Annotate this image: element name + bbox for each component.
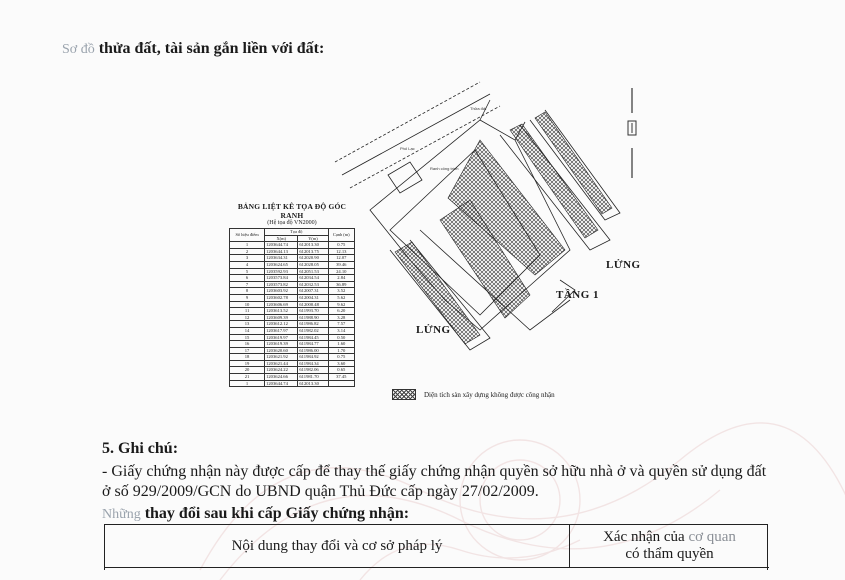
header-faded-prefix: Sơ đồ [62,42,95,57]
y-coord-cell: 611988.90 [298,314,328,321]
x-coord-cell: 1203619.39 [265,341,298,348]
y-coord-cell: 612013.75 [298,248,328,255]
y-coord-cell: 612013.30 [298,380,328,387]
length-cell: 2.84 [328,275,354,282]
x-coord-cell: 1203602.78 [265,294,298,301]
confirm-header-line1-faded: cơ quan [688,529,736,545]
svg-text:Thửa đất: Thửa đất [470,106,487,111]
notes-text: - Giấy chứng nhận này được cấp để thay thế giấy chứng nhận quyền sở hữu nhà ở và quyền sử dụng đất ở số 929/2009/GCN do UBND quận Thủ Đức cấp ngày 27/02/2009. [102,463,767,500]
y-coord-cell: 612007.31 [298,288,328,295]
confirm-header-line1-a: Xác nhận của [603,529,689,545]
sketch-legend [392,389,555,400]
point-id-cell: 5 [230,268,265,275]
length-cell: 3.28 [328,314,354,321]
point-id-cell: 7 [230,281,265,288]
point-id-cell: 13 [230,321,265,328]
y-coord-cell: 611984.45 [298,334,328,341]
point-id-cell: 12 [230,314,265,321]
length-cell: 12.07 [328,255,354,262]
point-id-cell: 10 [230,301,265,308]
north-arrow-icon [622,88,642,178]
x-coord-cell: 1203624.65 [265,261,298,268]
point-id-cell: 4 [230,261,265,268]
x-coord-cell: 1203644.74 [265,380,298,387]
point-id-cell: 21 [230,374,265,381]
label-lung-left: LỬNG [416,324,451,336]
point-id-cell: 17 [230,347,265,354]
length-cell: 5.62 [328,294,354,301]
notes-title: 5. Ghi chú: [102,440,179,457]
point-id-cell: 15 [230,334,265,341]
length-cell: 0.75 [328,242,354,249]
y-coord-cell: 611982.02 [298,327,328,334]
header-title: thửa đất, tài sản gắn liền với đất: [98,40,325,57]
confirm-header-line1 [603,529,736,546]
length-cell: 36.89 [328,281,354,288]
x-coord-cell: 1203612.12 [265,321,298,328]
x-coord-cell: 1203621.92 [265,354,298,361]
confirm-header-line2: có thẩm quyền [625,546,714,562]
y-coord-cell: 612004.31 [298,294,328,301]
col-x-header: X(m) [265,235,298,242]
point-id-cell: 1 [230,380,265,387]
y-coord-cell: 611986.82 [298,321,328,328]
y-coord-cell: 612051.53 [298,268,328,275]
x-coord-cell: 1203613.52 [265,308,298,315]
length-cell: 37.45 [328,374,354,381]
col-coord-header: Tọa độ [265,229,328,236]
length-cell: 1.60 [328,341,354,348]
legend-text: Diện tích sàn xây dựng không được công nhận [424,390,555,399]
y-coord-cell: 612020.90 [298,255,328,262]
length-cell: 0.75 [328,354,354,361]
changes-col-content-header: Nội dung thay đổi và cơ sở pháp lý [105,525,570,567]
changes-title [102,505,409,523]
point-id-cell: 2 [230,248,265,255]
label-tang-1: TẦNG 1 [556,289,600,301]
x-coord-cell: 1203573.84 [265,275,298,282]
col-y-header: Y(m) [298,235,328,242]
x-coord-cell: 1203606.69 [265,301,298,308]
y-coord-cell: 612032.53 [298,281,328,288]
y-coord-cell: 611993.70 [298,308,328,315]
length-cell: 3.52 [328,288,354,295]
x-coord-cell: 1203621.44 [265,360,298,367]
length-cell [328,380,354,387]
length-cell: 12.13 [328,248,354,255]
changes-table-divider [105,567,769,568]
point-id-cell: 20 [230,367,265,374]
point-id-cell: 19 [230,360,265,367]
svg-text:Ranh công trình: Ranh công trình [430,166,459,171]
y-coord-cell: 611984.34 [298,360,328,367]
x-coord-cell: 1203644.74 [265,242,298,249]
length-cell: 3.14 [328,327,354,334]
length-cell: 1.70 [328,347,354,354]
col-point-header: Số hiệu điểm [230,229,265,242]
coordinate-row [230,374,355,381]
x-coord-cell: 1203634.31 [265,255,298,262]
x-coord-cell: 1203624.66 [265,374,298,381]
y-coord-cell: 612013.30 [298,242,328,249]
point-id-cell: 16 [230,341,265,348]
length-cell: 0.50 [328,334,354,341]
x-coord-cell: 1203620.60 [265,347,298,354]
y-coord-cell: 611982.06 [298,367,328,374]
label-lung-right: LỬNG [606,259,641,271]
length-cell: 0.65 [328,367,354,374]
point-id-cell: 6 [230,275,265,282]
x-coord-cell: 1203603.92 [265,288,298,295]
coordinate-table-subtitle: (Hệ tọa độ VN2000) [267,220,317,226]
floor-plan-sketch [330,80,660,370]
x-coord-cell: 1203619.97 [265,334,298,341]
changes-col-confirm-header [570,525,769,567]
x-coord-cell: 1203624.22 [265,367,298,374]
length-cell: 6.20 [328,308,354,315]
length-cell: 24.10 [328,268,354,275]
point-id-cell: 9 [230,294,265,301]
coordinate-table-title: BẢNG LIỆT KÊ TỌA ĐỘ GÓC RANH [237,202,347,220]
y-coord-cell: 611986.00 [298,347,328,354]
y-coord-cell: 611981.70 [298,374,328,381]
length-cell: 9.62 [328,301,354,308]
length-cell: 7.57 [328,321,354,328]
y-coord-cell: 611984.92 [298,354,328,361]
point-id-cell: 14 [230,327,265,334]
point-id-cell: 8 [230,288,265,295]
x-coord-cell: 1203609.39 [265,314,298,321]
length-cell: 3.60 [328,360,354,367]
x-coord-cell: 1203644.13 [265,248,298,255]
col-length-header: Cạnh (m) [328,229,354,242]
y-coord-cell: 612000.48 [298,301,328,308]
x-coord-cell: 1203573.82 [265,281,298,288]
point-id-cell: 18 [230,354,265,361]
changes-title-text: thay đổi sau khi cấp Giấy chứng nhận: [144,505,410,522]
y-coord-cell: 612034.54 [298,275,328,282]
point-id-cell: 3 [230,255,265,262]
x-coord-cell: 1203592.93 [265,268,298,275]
coordinate-row [230,380,355,387]
changes-table [104,524,768,570]
point-id-cell: 1 [230,242,265,249]
hatch-swatch-icon [392,389,416,400]
point-id-cell: 11 [230,308,265,315]
x-coord-cell: 1203617.97 [265,327,298,334]
section-header [62,40,324,58]
y-coord-cell: 612028.05 [298,261,328,268]
svg-text:Phố Lạc: Phố Lạc [400,146,415,151]
y-coord-cell: 611984.77 [298,341,328,348]
changes-faded-prefix: Những [102,507,141,522]
length-cell: 39.46 [328,261,354,268]
